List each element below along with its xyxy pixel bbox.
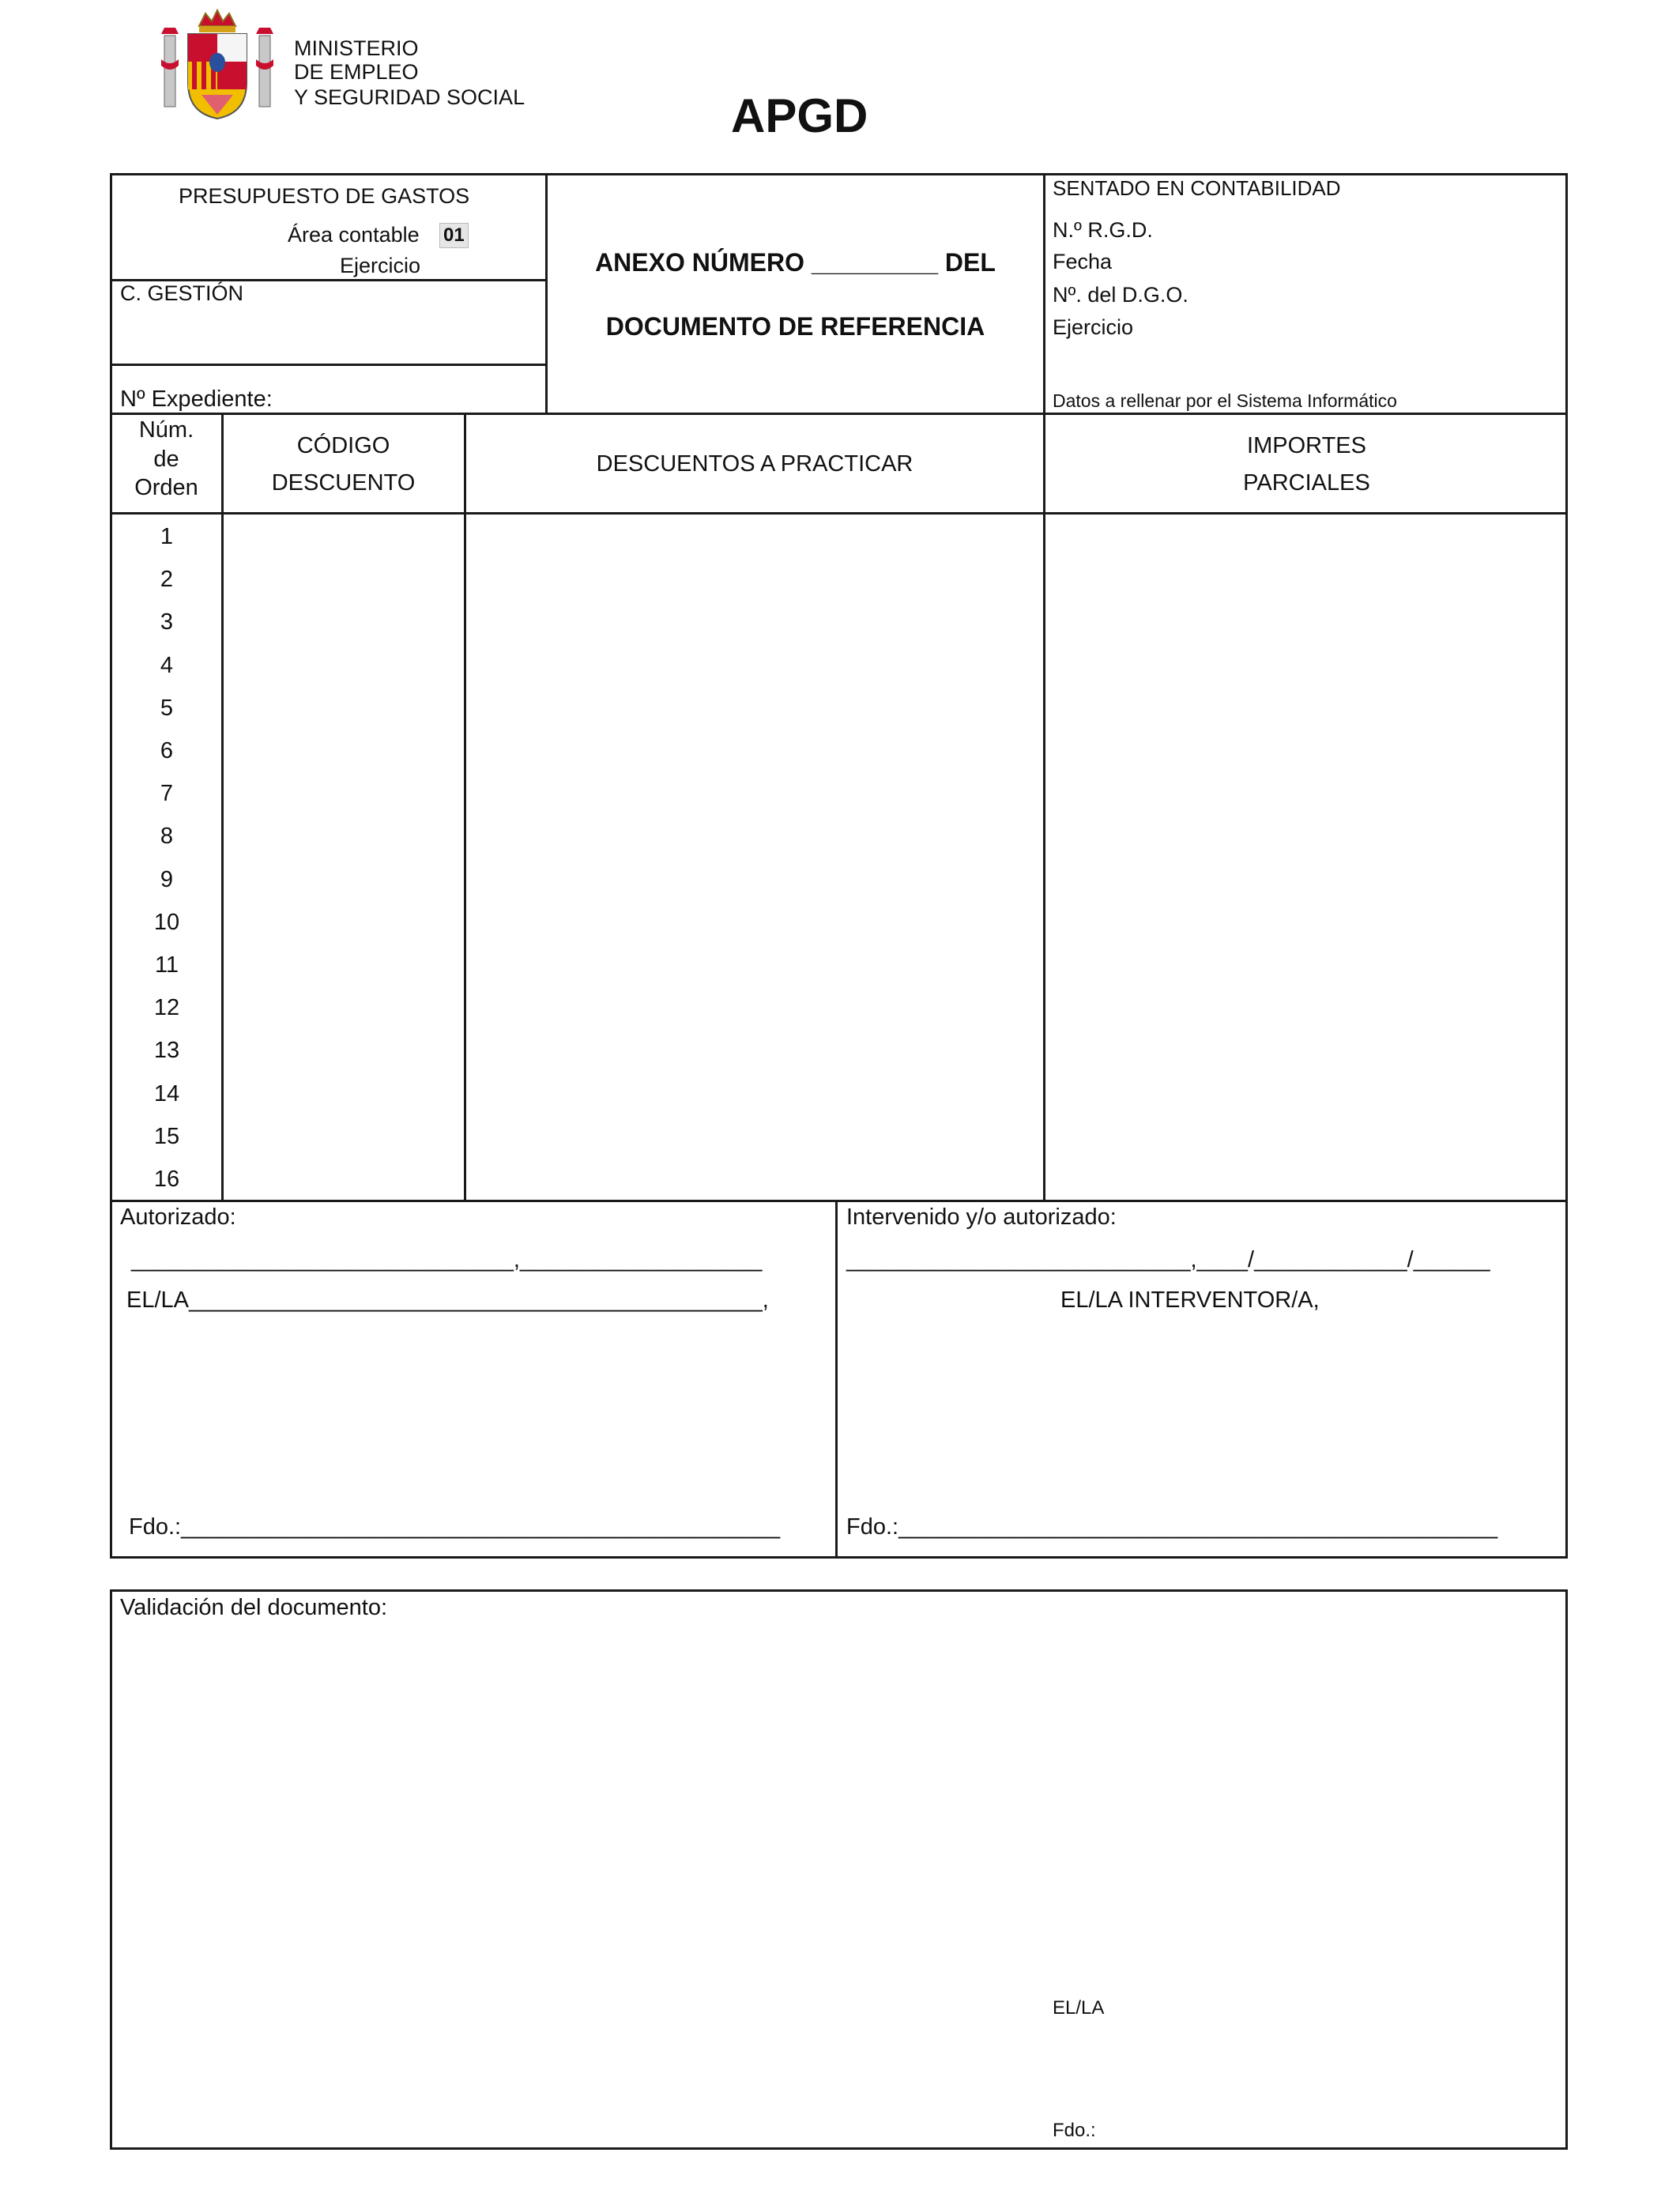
table-row-number: 12 xyxy=(153,995,180,1021)
table-row-number: 11 xyxy=(154,952,179,978)
autorizado-place-date-line[interactable]: ______________________________,___________________ xyxy=(131,1247,763,1272)
ejercicio-label: Ejercicio xyxy=(340,254,421,277)
ministry-line-1: MINISTERIO xyxy=(294,36,419,60)
validation-fdo: Fdo.: xyxy=(1053,2120,1096,2141)
validation-title: Validación del documento: xyxy=(120,1595,388,1620)
table-row-number: 4 xyxy=(160,652,174,678)
col-codigo-line-2: DESCUENTO xyxy=(271,470,416,496)
fecha-field: Fecha xyxy=(1053,250,1113,273)
header-section xyxy=(110,173,1568,415)
area-value-badge: 01 xyxy=(439,223,469,248)
ministry-line-3: Y SEGURIDAD SOCIAL xyxy=(294,85,525,109)
table-col-divider-2 xyxy=(464,413,466,1202)
header-divider-left xyxy=(545,173,548,415)
autorizado-signature-line[interactable]: Fdo.:_______________________________________________ xyxy=(129,1514,781,1540)
dgo-field: Nº. del D.G.O. xyxy=(1053,283,1188,307)
table-row-number: 14 xyxy=(153,1080,180,1106)
rgd-field: N.º R.G.D. xyxy=(1053,218,1153,242)
col-codigo-line-1: CÓDIGO xyxy=(296,433,390,458)
table-col-divider-3 xyxy=(1043,413,1045,1202)
expediente-label: Nº Expediente: xyxy=(120,386,273,412)
table-row-number: 1 xyxy=(160,524,174,549)
col-orden-line-1: Núm. xyxy=(138,417,194,443)
discount-table xyxy=(110,413,1568,1202)
table-row-number: 3 xyxy=(160,609,174,635)
table-row-number: 7 xyxy=(160,781,174,807)
budget-title: PRESUPUESTO DE GASTOS xyxy=(179,184,470,208)
table-header-divider xyxy=(110,512,1568,515)
form-code-title: APGD xyxy=(731,89,868,142)
table-row-number: 5 xyxy=(160,695,174,721)
table-row-number: 9 xyxy=(160,866,174,892)
anexo-line: ANEXO NÚMERO _________ DEL xyxy=(595,248,996,277)
intervenido-place-date-line[interactable]: ___________________________,____/____________/______ xyxy=(846,1247,1490,1272)
col-importes-line-1: IMPORTES xyxy=(1247,433,1366,458)
table-row-number: 13 xyxy=(153,1038,180,1064)
header-divider-right xyxy=(1043,173,1045,415)
ejercicio-field: Ejercicio xyxy=(1053,315,1134,339)
system-note: Datos a rellenar por el Sistema Informático xyxy=(1053,390,1397,411)
documento-referencia-line: DOCUMENTO DE REFERENCIA xyxy=(605,312,985,341)
col-descuentos: DESCUENTOS A PRACTICAR xyxy=(596,451,913,477)
gestion-divider xyxy=(110,364,547,366)
contabilidad-title: SENTADO EN CONTABILIDAD xyxy=(1053,176,1341,200)
table-row-number: 15 xyxy=(153,1123,180,1149)
validation-section xyxy=(110,1589,1568,2150)
coat-of-arms-logo xyxy=(158,4,277,123)
ministry-line-2: DE EMPLEO xyxy=(294,60,419,84)
signature-divider xyxy=(835,1200,838,1559)
table-row-number: 8 xyxy=(160,824,174,850)
interventor-label: EL/LA INTERVENTOR/A, xyxy=(1060,1287,1320,1313)
gestion-label: C. GESTIÓN xyxy=(120,281,244,305)
intervenido-signature-line[interactable]: Fdo.:_______________________________________________ xyxy=(846,1514,1498,1540)
col-orden-line-2: de xyxy=(153,447,179,472)
col-orden-line-3: Orden xyxy=(134,475,198,500)
table-row-number: 2 xyxy=(160,567,174,593)
validation-el-la: EL/LA xyxy=(1053,1997,1105,2019)
intervenido-label: Intervenido y/o autorizado: xyxy=(846,1204,1117,1230)
autorizado-el-la-line[interactable]: EL/LA_____________________________________________, xyxy=(126,1287,769,1313)
area-contable-label: Área contable xyxy=(288,223,420,247)
col-importes-line-2: PARCIALES xyxy=(1243,470,1370,496)
table-row-number: 10 xyxy=(153,909,180,935)
table-row-number: 16 xyxy=(153,1167,180,1192)
table-row-number: 6 xyxy=(160,738,174,763)
area-contable-value[interactable] xyxy=(439,223,469,248)
autorizado-label: Autorizado: xyxy=(120,1204,236,1230)
